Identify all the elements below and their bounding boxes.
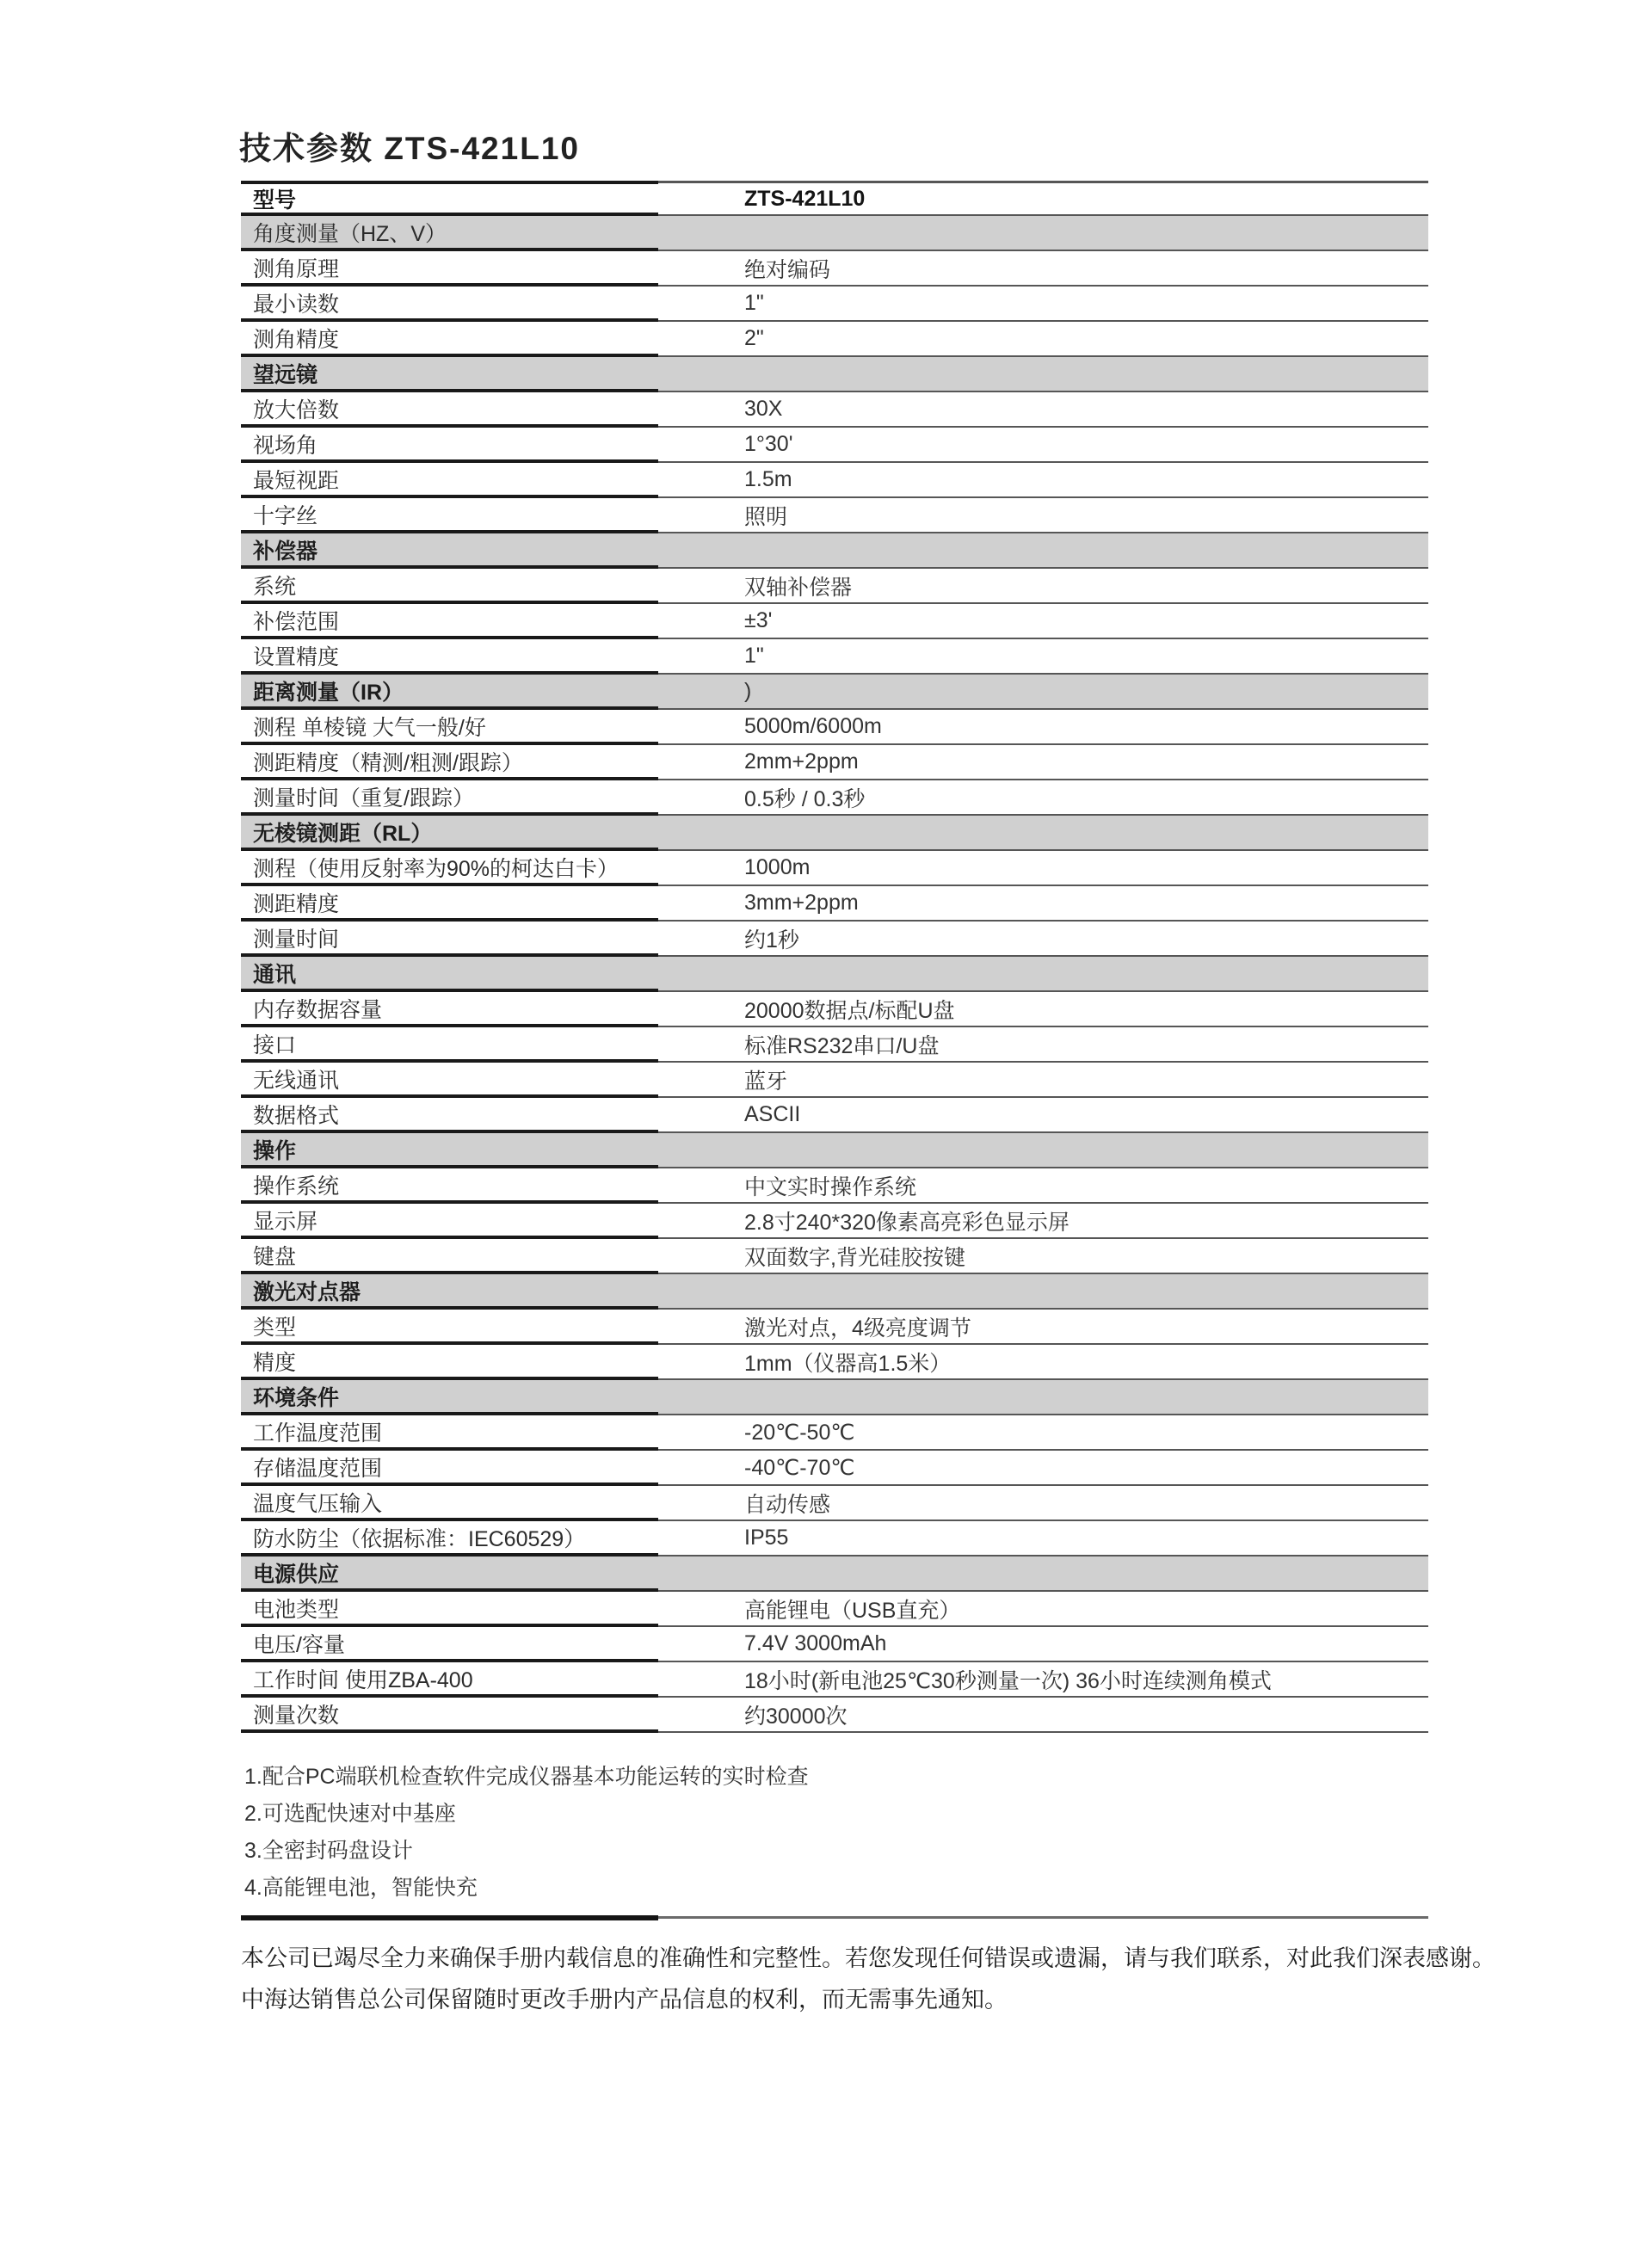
spec-label: 电压/容量 — [241, 1627, 658, 1662]
section-header-row — [241, 1274, 1428, 1310]
spec-row — [241, 1168, 1428, 1204]
spec-row — [241, 745, 1428, 780]
spec-value: ZTS-421L10 — [658, 181, 1428, 216]
spec-label: 电池类型 — [241, 1592, 658, 1627]
spec-row — [241, 886, 1428, 922]
spec-label: 电源供应 — [241, 1557, 658, 1592]
spec-value: 约30000次 — [658, 1698, 1428, 1733]
spec-label: 最小读数 — [241, 287, 658, 322]
spec-row — [241, 463, 1428, 498]
spec-row — [241, 1204, 1428, 1239]
spec-label: 角度测量（HZ、V） — [241, 216, 658, 251]
spec-value: -40℃-70℃ — [658, 1451, 1428, 1486]
spec-value — [658, 533, 1428, 569]
section-header-row — [241, 533, 1428, 569]
spec-row — [241, 1698, 1428, 1733]
spec-row — [241, 1662, 1428, 1698]
spec-row — [241, 1310, 1428, 1345]
section-header-row — [241, 357, 1428, 392]
note-line: 3.全密封码盘设计 — [244, 1839, 413, 1863]
spec-label: 系统 — [241, 569, 658, 604]
spec-label: 操作系统 — [241, 1168, 658, 1204]
spec-value: 30X — [658, 392, 1428, 428]
spec-label: 工作温度范围 — [241, 1415, 658, 1451]
spec-value: 激光对点，4级亮度调节 — [658, 1310, 1428, 1345]
spec-row — [241, 922, 1428, 957]
spec-label: 十字丝 — [241, 498, 658, 533]
spec-value: 1" — [658, 639, 1428, 675]
spec-label: 测距精度（精测/粗测/跟踪） — [241, 745, 658, 780]
spec-value: 1.5m — [658, 463, 1428, 498]
section-header-row — [241, 1133, 1428, 1168]
spec-label: 距离测量（IR） — [241, 675, 658, 710]
spec-value: 3mm+2ppm — [658, 886, 1428, 922]
spec-row — [241, 1239, 1428, 1274]
spec-value: 0.5秒 / 0.3秒 — [658, 780, 1428, 816]
spec-row — [241, 639, 1428, 675]
spec-row — [241, 1521, 1428, 1557]
spec-value: 标准RS232串口/U盘 — [658, 1027, 1428, 1063]
spec-row — [241, 287, 1428, 322]
spec-label: 视场角 — [241, 428, 658, 463]
spec-label: 测程 单棱镜 大气一般/好 — [241, 710, 658, 745]
spec-label: 测程（使用反射率为90%的柯达白卡） — [241, 851, 658, 886]
section-header-row — [241, 957, 1428, 992]
spec-row — [241, 392, 1428, 428]
spec-label: 补偿范围 — [241, 604, 658, 639]
spec-value — [658, 957, 1428, 992]
spec-row — [241, 1345, 1428, 1380]
spec-value: 2.8寸240*320像素高亮彩色显示屏 — [658, 1204, 1428, 1239]
spec-label: 数据格式 — [241, 1098, 658, 1133]
section-header-row — [241, 1380, 1428, 1415]
spec-value: 双面数字,背光硅胶按键 — [658, 1239, 1428, 1274]
spec-row — [241, 498, 1428, 533]
spec-label: 防水防尘（依据标准：IEC60529） — [241, 1521, 658, 1557]
spec-label: 环境条件 — [241, 1380, 658, 1415]
spec-value: 1000m — [658, 851, 1428, 886]
spec-label: 无线通讯 — [241, 1063, 658, 1098]
spec-value — [658, 216, 1428, 251]
spec-label: 温度气压输入 — [241, 1486, 658, 1521]
divider-light-segment — [658, 1916, 1428, 1919]
section-header-row — [241, 216, 1428, 251]
spec-row — [241, 251, 1428, 287]
spec-label: 测角精度 — [241, 322, 658, 357]
spec-value: 双轴补偿器 — [658, 569, 1428, 604]
spec-label: 最短视距 — [241, 463, 658, 498]
footer — [241, 1938, 1495, 2020]
spec-label: 键盘 — [241, 1239, 658, 1274]
spec-row — [241, 710, 1428, 745]
spec-row — [241, 1627, 1428, 1662]
spec-row — [241, 1486, 1428, 1521]
spec-row — [241, 604, 1428, 639]
spec-row — [241, 1592, 1428, 1627]
spec-value — [658, 816, 1428, 851]
page-title: 技术参数 ZTS-421L10 — [239, 131, 580, 166]
note-line: 2.可选配快速对中基座 — [244, 1802, 456, 1826]
section-header-row — [241, 1557, 1428, 1592]
footer-rights-line: 中海达销售总公司保留随时更改手册内产品信息的权利，而无需事先通知。 — [241, 1987, 1008, 2013]
spec-value: 照明 — [658, 498, 1428, 533]
spec-value: ) — [658, 675, 1428, 710]
note-line: 1.配合PC端联机检查软件完成仪器基本功能运转的实时检查 — [244, 1765, 809, 1789]
spec-value — [658, 1557, 1428, 1592]
spec-value: 7.4V 3000mAh — [658, 1627, 1428, 1662]
footer-divider — [241, 1915, 1428, 1920]
spec-label: 望远镜 — [241, 357, 658, 392]
spec-value: 1" — [658, 287, 1428, 322]
spec-label: 测角原理 — [241, 251, 658, 287]
spec-value: IP55 — [658, 1521, 1428, 1557]
spec-value: 5000m/6000m — [658, 710, 1428, 745]
spec-label: 显示屏 — [241, 1204, 658, 1239]
spec-row — [241, 851, 1428, 886]
spec-value — [658, 1380, 1428, 1415]
divider-dark-segment — [241, 1915, 658, 1920]
notes-list — [244, 1759, 809, 1907]
spec-row — [241, 1451, 1428, 1486]
spec-value: 2" — [658, 322, 1428, 357]
spec-row — [241, 1098, 1428, 1133]
spec-label: 补偿器 — [241, 533, 658, 569]
spec-row — [241, 992, 1428, 1027]
spec-value: ±3' — [658, 604, 1428, 639]
spec-label: 无棱镜测距（RL） — [241, 816, 658, 851]
spec-row — [241, 1415, 1428, 1451]
note-line: 4.高能锂电池，智能快充 — [244, 1876, 478, 1900]
spec-value: 约1秒 — [658, 922, 1428, 957]
spec-row — [241, 428, 1428, 463]
spec-value: 自动传感 — [658, 1486, 1428, 1521]
spec-value: 1mm（仪器高1.5米） — [658, 1345, 1428, 1380]
spec-label: 通讯 — [241, 957, 658, 992]
spec-label: 工作时间 使用ZBA-400 — [241, 1662, 658, 1698]
spec-row — [241, 569, 1428, 604]
spec-label: 设置精度 — [241, 639, 658, 675]
spec-value: 20000数据点/标配U盘 — [658, 992, 1428, 1027]
spec-label: 型号 — [241, 181, 658, 216]
section-header-row — [241, 675, 1428, 710]
spec-value: 18小时(新电池25℃30秒测量一次) 36小时连续测角模式 — [658, 1662, 1428, 1698]
spec-value — [658, 357, 1428, 392]
spec-label: 操作 — [241, 1133, 658, 1168]
spec-label: 内存数据容量 — [241, 992, 658, 1027]
spec-value: 高能锂电（USB直充） — [658, 1592, 1428, 1627]
spec-table — [241, 181, 1428, 1733]
spec-value: 蓝牙 — [658, 1063, 1428, 1098]
spec-label: 测距精度 — [241, 886, 658, 922]
spec-value: 绝对编码 — [658, 251, 1428, 287]
spec-label: 放大倍数 — [241, 392, 658, 428]
spec-label: 测量时间 — [241, 922, 658, 957]
spec-label: 类型 — [241, 1310, 658, 1345]
spec-label: 接口 — [241, 1027, 658, 1063]
spec-value: -20℃-50℃ — [658, 1415, 1428, 1451]
section-header-row — [241, 816, 1428, 851]
spec-value — [658, 1133, 1428, 1168]
spec-label: 存储温度范围 — [241, 1451, 658, 1486]
spec-row — [241, 780, 1428, 816]
spec-value: 中文实时操作系统 — [658, 1168, 1428, 1204]
footer-disclaimer-line: 本公司已竭尽全力来确保手册内载信息的准确性和完整性。若您发现任何错误或遗漏，请与我们联系，对此我们深表感谢。 — [241, 1945, 1495, 1971]
spec-value: ASCII — [658, 1098, 1428, 1133]
spec-value — [658, 1274, 1428, 1310]
spec-row — [241, 181, 1428, 216]
spec-value: 1°30' — [658, 428, 1428, 463]
spec-label: 测量次数 — [241, 1698, 658, 1733]
spec-value: 2mm+2ppm — [658, 745, 1428, 780]
spec-label: 精度 — [241, 1345, 658, 1380]
spec-row — [241, 1063, 1428, 1098]
spec-row — [241, 1027, 1428, 1063]
spec-row — [241, 322, 1428, 357]
spec-label: 测量时间（重复/跟踪） — [241, 780, 658, 816]
spec-label: 激光对点器 — [241, 1274, 658, 1310]
